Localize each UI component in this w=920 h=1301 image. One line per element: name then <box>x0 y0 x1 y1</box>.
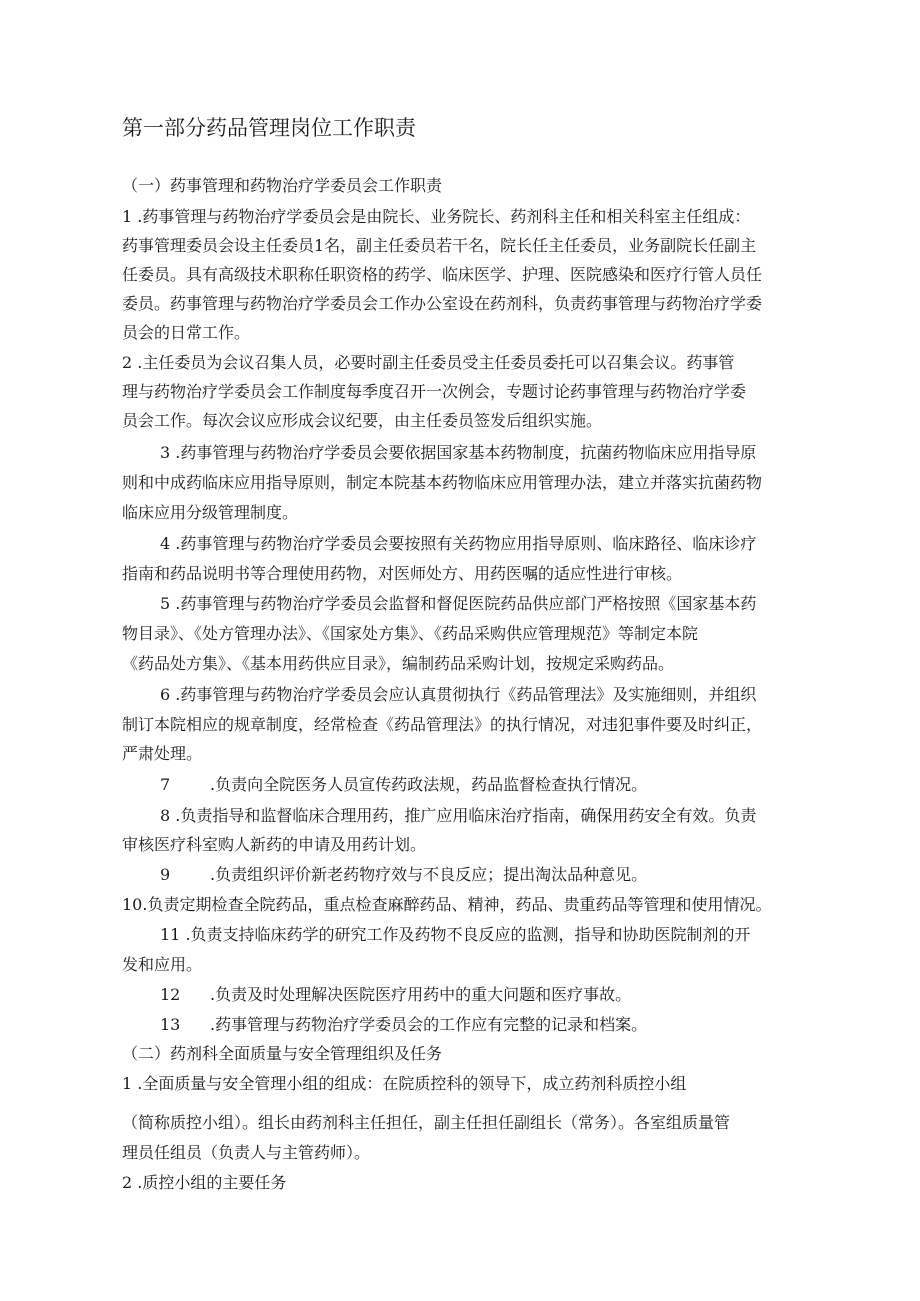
paragraph-line: 发和应用。 <box>122 955 203 974</box>
section-heading: （一）药事管理和药物治疗学委员会工作职责 <box>122 176 443 195</box>
list-item-number: 9 <box>160 865 171 884</box>
paragraph-line: 员会工作。每次会议应形成会议纪要，由主任委员签发后组织实施。 <box>122 411 603 430</box>
paragraph-line: 11 .负责支持临床药学的研究工作及药物不良反应的监测，指导和协助医院制剂的开 <box>160 925 751 944</box>
page-title: 第一部分药品管理岗位工作职责 <box>122 116 416 140</box>
paragraph-line: 临床应用分级管理制度。 <box>122 503 299 522</box>
paragraph-line: 任委员。具有高级技术职称任职资格的药学、临床医学、护理、医院感染和医疗行管人员任 <box>122 265 763 284</box>
paragraph-line: 10.负责定期检查全院药品，重点检查麻醉药品、精神，药品、贵重药品等管理和使用情况。 <box>122 895 772 914</box>
paragraph-line: 委员。药事管理与药物治疗学委员会工作办公室设在药剂科，负责药事管理与药物治疗学委 <box>122 294 763 313</box>
list-item-text: .负责向全院医务人员宣传药政法规，药品监督检查执行情况。 <box>210 775 648 794</box>
paragraph-line: 5 .药事管理与药物治疗学委员会监督和督促医院药品供应部门严格按照《国家基本药 <box>160 594 757 613</box>
paragraph-line: 严肃处理。 <box>122 744 203 763</box>
paragraph-line: 4 .药事管理与药物治疗学委员会要按照有关药物应用指导原则、临床路径、临床诊疗 <box>160 534 757 553</box>
list-item-number: 12 <box>160 985 181 1004</box>
paragraph-line: 3 .药事管理与药物治疗学委员会要依据国家基本药物制度，抗菌药物临床应用指导原 <box>160 443 757 462</box>
paragraph-line: 理员任组员（负责人与主管药师）。 <box>122 1143 371 1162</box>
paragraph-line: 则和中成药临床应用指导原则，制定本院基本药物临床应用管理办法，建立并落实抗菌药物 <box>122 473 763 492</box>
list-item-text: .负责及时处理解决医院医疗用药中的重大问题和医疗事故。 <box>210 985 632 1004</box>
paragraph-line: 物目录》、《处方管理办法》、《国家处方集》、《药品采购供应管理规范》等制定本院 <box>122 624 699 643</box>
paragraph-line: 药事管理委员会设主任委员1名，副主任委员若干名，院长任主任委员，业务副院长任副主 <box>122 236 757 255</box>
paragraph-line: 2 .质控小组的主要任务 <box>122 1173 287 1192</box>
paragraph-line: 1 .全面质量与安全管理小组的组成：在院质控科的领导下，成立药剂科质控小组 <box>122 1074 687 1093</box>
paragraph-line: 审核医疗科室购人新药的申请及用药计划。 <box>122 835 427 854</box>
paragraph-line: 8 .负责指导和监督临床合理用药，推广应用临床治疗指南，确保用药安全有效。负责 <box>160 806 757 825</box>
paragraph-line: 员会的日常工作。 <box>122 323 251 342</box>
list-item-text: .药事管理与药物治疗学委员会的工作应有完整的记录和档案。 <box>210 1015 648 1034</box>
section-heading: （二）药剂科全面质量与安全管理组织及任务 <box>122 1044 443 1063</box>
paragraph-line: 理与药物治疗学委员会工作制度每季度召开一次例会，专题讨论药事管理与药物治疗学委 <box>122 382 747 401</box>
paragraph-line: （简称质控小组）。组长由药剂科主任担任，副主任担任副组长（常务）。各室组质量管 <box>122 1113 731 1132</box>
paragraph-line: 指南和药品说明书等合理使用药物，对医师处方、用药医嘱的适应性进行审核。 <box>122 564 683 583</box>
list-item-number: 7 <box>160 775 171 794</box>
paragraph-line: 《药品处方集》、《基本用药供应目录》，编制药品采购计划，按规定采购药品。 <box>122 654 675 673</box>
paragraph-line: 6 .药事管理与药物治疗学委员会应认真贯彻执行《药品管理法》及实施细则，并组织 <box>160 685 757 704</box>
list-item-number: 13 <box>160 1015 181 1034</box>
paragraph-line: 1 .药事管理与药物治疗学委员会是由院长、业务院长、药剂科主任和相关科室主任组成： <box>122 207 751 226</box>
paragraph-line: 制订本院相应的规章制度，经常检查《药品管理法》的执行情况，对违犯事件要及时纠正， <box>122 715 763 734</box>
paragraph-line: 2 .主任委员为会议召集人员，必要时副主任委员受主任委员委托可以召集会议。药事管 <box>122 353 735 372</box>
list-item-text: .负责组织评价新老药物疗效与不良反应；提出淘汰品种意见。 <box>210 865 648 884</box>
